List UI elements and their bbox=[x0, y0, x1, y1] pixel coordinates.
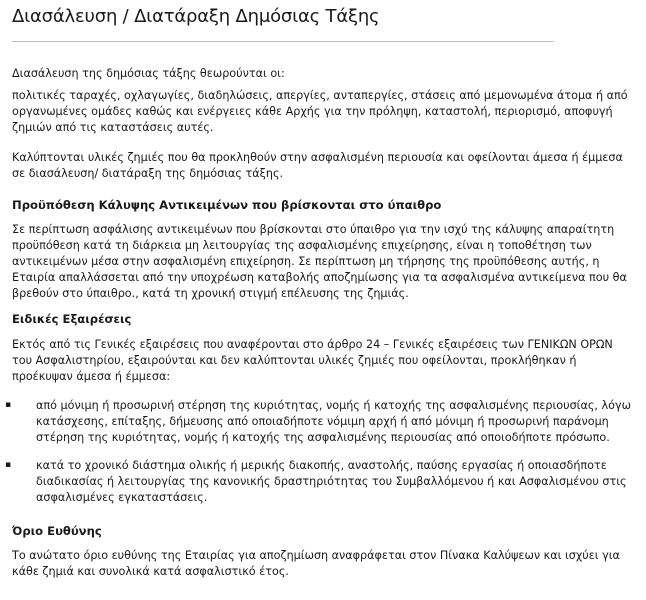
paragraph-definitions: πολιτικές ταραχές, οχλαγωγίες, διαδηλώσεις, απεργίες, ανταπεργίες, στάσεις από μεμονωμένα άτομα ή από οργανωμένες ομάδες καθώς και ενέργειες κάθε Αρχής για την πρόληψη, καταστολή, περιορισμό, αποφυγή ζημιών από τις καταστάσεις αυτές. bbox=[12, 89, 628, 134]
paragraph-outdoor-items: Σε περίπτωση ασφάλισης αντικειμένων που βρίσκονται στο ύπαιθρο για την ισχύ της κάλυψης απαραίτητη προϋπόθεση κατά τη διάρκεια μη λειτουργίας της ασφαλισμένης επιχείρησης, είναι η τοποθέτηση των αντικειμένων μέσα στην ασφαλισμένη επιχείρηση. Σε περίπτωση μη τήρησης της προϋπόθεσης αυτής, η Εταιρία απαλλάσσεται από την υποχρέωση καταβολής αποζημίωσης για τα ασφαλισμένα αντικείμενα που θα βρεθούν στο ύπαιθρο., κατά τη χρονική στιγμή επέλευσης της ζημιάς. bbox=[12, 223, 627, 300]
bullet-marker: ▪ bbox=[5, 460, 12, 470]
paragraph-coverage: Καλύπτονται υλικές ζημιές που θα προκληθούν στην ασφαλισμένη περιουσία και οφείλονται άμεσα ή έμμεσα σε διασάλευση/ διατάραξη της δημόσιας τάξης. bbox=[12, 151, 623, 180]
exclusion-list-item: κατά το χρονικό διάστημα ολικής ή μερικής διακοπής, αναστολής, παύσης εργασίας ή οποιασδήποτε διαδικασίας ή λειτουργίας της κανονικής δραστηριότητας του Συμβαλλόμενου ή και Ασφαλισμένου στις ασφαλισμένες εγκαταστάσεις. bbox=[36, 459, 627, 504]
exclusion-list-item: από μόνιμη ή προσωρινή στέρηση της κυριότητας, νομής ή κατοχής της ασφαλισμένης περιουσίας, λόγω κατάσχεσης, επίταξης, δήμευσης από οποιαδήποτε νόμιμη αρχή ή από μόνιμη ή προσωρινή παράνομη στέρηση της κυριότητας, νομής ή κατοχής της ασφαλισμένης περιουσίας από οποιοδήποτε πρόσωπο. bbox=[36, 399, 631, 444]
page-title: Διασάλευση / Διατάραξη Δημόσιας Τάξης bbox=[12, 6, 380, 27]
intro-text: Διασάλευση της δημόσιας τάξης θεωρούνται οι: bbox=[12, 67, 285, 80]
bullet-marker: ▪ bbox=[5, 400, 12, 410]
section-heading-special-exclusions: Ειδικές Εξαιρέσεις bbox=[12, 312, 132, 326]
paragraph-liability-limit: Το ανώτατο όριο ευθύνης της Εταιρίας για αποζημίωση αναφράφεται στον Πίνακα Καλύψεων και ισχύει για κάθε ζημιά και συνολικά κατά ασφαλιστικό έτος. bbox=[12, 549, 620, 578]
section-heading-liability-limit: Όριο Ευθύνης bbox=[12, 524, 102, 538]
title-divider bbox=[12, 41, 554, 42]
section-heading-outdoor-items: Προϋπόθεση Κάλυψης Αντικειμένων που βρίσκονται στο ύπαιθρο bbox=[12, 198, 442, 212]
paragraph-exclusions-intro: Εκτός από τις Γενικές εξαιρέσεις που αναφέρονται στο άρθρο 24 – Γενικές εξαιρέσεις των ΓΕΝΙΚΩΝ ΟΡΩΝ του Ασφαλιστηρίου, εξαιρούνται και δεν καλύπτονται υλικές ζημιές που οφείλονται, προκλήθηκαν ή προέκυψαν άμεσα ή έμμεσα: bbox=[12, 338, 613, 383]
